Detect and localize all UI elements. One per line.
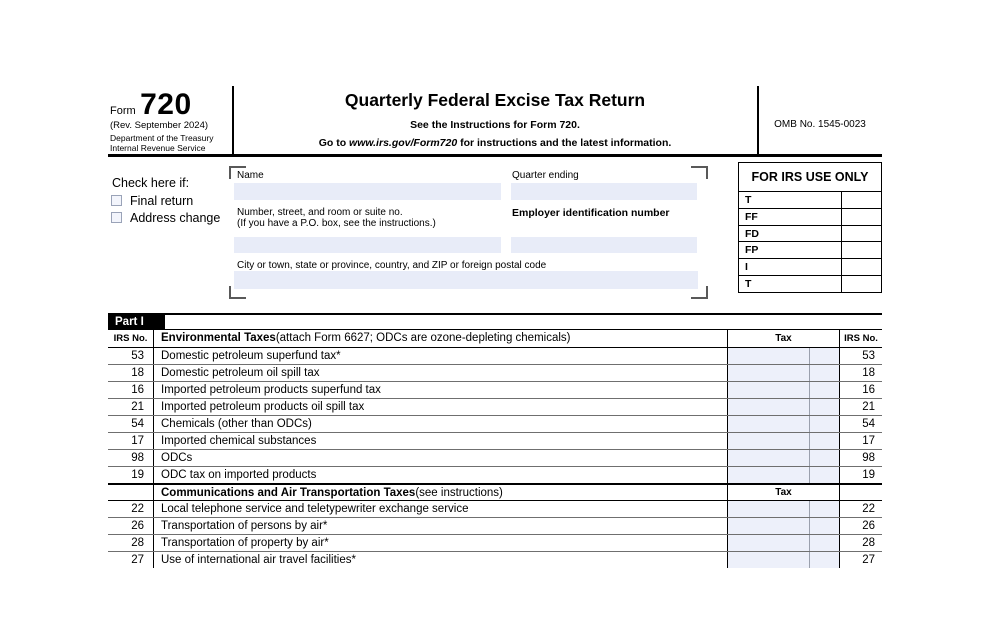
irs-no-right: 19 [862, 469, 875, 482]
row-description: Domestic petroleum oil spill tax [153, 365, 728, 381]
irs-use-row-value [842, 192, 881, 208]
tax-amount-cell[interactable] [728, 416, 840, 432]
comm-header-right-empty [840, 485, 882, 500]
city-label: City or town, state or province, country, and ZIP or foreign postal code [237, 260, 547, 271]
part1-tab: Part I [108, 315, 165, 329]
irs-no-right: 98 [862, 452, 875, 465]
irs-use-row [739, 241, 881, 258]
tax-amount-cell[interactable] [728, 433, 840, 449]
env-taxes-section-title [153, 330, 728, 347]
address-input[interactable] [234, 237, 501, 253]
table-row [108, 381, 882, 398]
table-row [108, 364, 882, 381]
table-row [108, 398, 882, 415]
row-description: Domestic petroleum superfund tax* [153, 348, 728, 364]
cents-divider [809, 501, 810, 517]
tax-amount-cell[interactable] [728, 518, 840, 534]
irs-no-left: 54 [131, 417, 144, 430]
col-header-irs-no-left: IRS No. [113, 332, 148, 344]
irs-use-row [739, 208, 881, 225]
irs-no-right: 22 [862, 502, 875, 515]
irs-use-row-label: FD [739, 226, 842, 242]
goto-url[interactable]: www.irs.gov/Form720 [349, 137, 458, 149]
form-word: Form [110, 105, 136, 117]
final-return-checkbox[interactable] [111, 195, 122, 206]
table-row [108, 517, 882, 534]
row-description: Imported chemical substances [153, 433, 728, 449]
row-description: Local telephone service and teletypewriter exchange service [153, 501, 728, 517]
cents-divider [809, 552, 810, 568]
env-taxes-rows [108, 347, 882, 484]
table-row [108, 534, 882, 551]
irs-use-row-value [842, 276, 881, 292]
tax-amount-cell[interactable] [728, 450, 840, 466]
agency-line2: Internal Revenue Service [110, 143, 206, 153]
irs-use-row [739, 225, 881, 242]
omb-number: OMB No. 1545-0023 [774, 119, 866, 130]
tax-amount-cell[interactable] [728, 501, 840, 517]
form-number-block [110, 88, 192, 122]
ein-input[interactable] [511, 237, 697, 253]
irs-use-row [739, 275, 881, 292]
quarter-ending-input[interactable] [511, 183, 697, 200]
table-row [108, 347, 882, 364]
table-row [108, 500, 882, 517]
comm-taxes-section-title [153, 485, 728, 500]
address-change-label: Address change [130, 211, 221, 225]
cents-divider [809, 399, 810, 415]
irs-no-right: 26 [862, 519, 875, 532]
address-label-line1: Number, street, and room or suite no. [237, 207, 403, 218]
irs-no-left: 98 [131, 452, 144, 465]
cents-divider [809, 382, 810, 398]
row-description: ODCs [153, 450, 728, 466]
col-header-irs-no-right: IRS No. [844, 332, 878, 344]
col-header-tax-2: Tax [728, 485, 840, 500]
irs-no-right: 17 [862, 435, 875, 448]
comm-taxes-title-rest: (see instructions) [415, 486, 503, 499]
address-change-checkbox[interactable] [111, 212, 122, 223]
irs-no-right: 18 [862, 366, 875, 379]
irs-no-left: 26 [131, 519, 144, 532]
comm-taxes-rows [108, 500, 882, 568]
irs-use-row-label: FP [739, 242, 842, 258]
irs-use-row [739, 258, 881, 275]
irs-no-right: 28 [862, 536, 875, 549]
irs-use-row-value [842, 226, 881, 242]
irs-use-row [739, 191, 881, 208]
comm-taxes-title-bold: Communications and Air Transportation Taxes [161, 486, 416, 499]
cents-divider [809, 365, 810, 381]
irs-no-left: 53 [131, 349, 144, 362]
irs-use-row-label: FF [739, 209, 842, 225]
irs-no-left: 28 [131, 536, 144, 549]
tax-amount-cell[interactable] [728, 365, 840, 381]
entity-bracket-top-right [691, 166, 708, 179]
form-title: Quarterly Federal Excise Tax Return [344, 90, 646, 110]
tax-amount-cell[interactable] [728, 552, 840, 568]
tax-amount-cell[interactable] [728, 348, 840, 364]
city-input[interactable] [234, 271, 698, 289]
col-header-tax: Tax [728, 330, 840, 347]
form-subtitle: See the Instructions for Form 720. [410, 119, 580, 131]
irs-no-left: 18 [131, 366, 144, 379]
irs-no-left: 21 [131, 400, 144, 413]
cents-divider [809, 416, 810, 432]
header-rule [108, 154, 882, 157]
irs-no-right: 27 [862, 554, 875, 567]
tax-amount-cell[interactable] [728, 467, 840, 483]
name-label: Name [237, 170, 264, 181]
cents-divider [809, 450, 810, 466]
table-row [108, 432, 882, 449]
irs-use-only-title: FOR IRS USE ONLY [751, 170, 869, 184]
irs-no-left: 22 [131, 502, 144, 515]
cents-divider [809, 467, 810, 483]
irs-use-only-rows [739, 191, 881, 292]
table-row [108, 415, 882, 432]
env-taxes-title-rest: (attach Form 6627; ODCs are ozone-depleting chemicals) [275, 332, 571, 345]
comm-header-irs-no-empty [108, 485, 153, 500]
irs-use-row-label: I [739, 259, 842, 275]
row-description: ODC tax on imported products [153, 467, 728, 483]
agency-line1: Department of the Treasury [110, 133, 214, 143]
form-goto-line [233, 137, 757, 149]
cents-divider [809, 433, 810, 449]
row-description: Use of international air travel facilities* [153, 552, 728, 568]
cents-divider [809, 535, 810, 551]
env-taxes-header-row [108, 330, 882, 347]
form-number: 720 [140, 88, 192, 121]
row-description: Imported petroleum products superfund tax [153, 382, 728, 398]
tax-amount-cell[interactable] [728, 535, 840, 551]
part1-table [108, 313, 882, 568]
table-row [108, 449, 882, 466]
irs-no-right: 53 [862, 349, 875, 362]
table-row [108, 551, 882, 568]
address-label-line2: (If you have a P.O. box, see the instructions.) [237, 218, 436, 229]
cents-divider [809, 518, 810, 534]
tax-amount-cell[interactable] [728, 399, 840, 415]
env-taxes-title-bold: Environmental Taxes [161, 332, 276, 345]
irs-use-row-value [842, 209, 881, 225]
quarter-ending-label: Quarter ending [512, 170, 579, 181]
irs-use-row-value [842, 242, 881, 258]
tax-amount-cell[interactable] [728, 382, 840, 398]
irs-no-right: 16 [862, 383, 875, 396]
irs-no-left: 17 [131, 435, 144, 448]
goto-prefix: Go to [318, 137, 350, 149]
final-return-label: Final return [130, 194, 194, 208]
table-row [108, 466, 882, 483]
irs-use-row-value [842, 259, 881, 275]
irs-use-row-label: T [739, 192, 842, 208]
check-here-legend: Check here if: [112, 176, 190, 190]
part1-band [108, 313, 882, 330]
row-description: Transportation of property by air* [153, 535, 728, 551]
row-description: Imported petroleum products oil spill tax [153, 399, 728, 415]
irs-no-right: 21 [862, 400, 875, 413]
goto-suffix: for instructions and the latest information. [457, 137, 672, 149]
cents-divider [809, 348, 810, 364]
irs-no-left: 16 [131, 383, 144, 396]
comm-taxes-header-row [108, 483, 882, 500]
irs-use-only-box [738, 162, 882, 293]
irs-no-right: 54 [862, 417, 875, 430]
form-revision: (Rev. September 2024) [110, 120, 209, 131]
irs-use-row-label: T [739, 276, 842, 292]
irs-no-left: 27 [131, 554, 144, 567]
row-description: Chemicals (other than ODCs) [153, 416, 728, 432]
row-description: Transportation of persons by air* [153, 518, 728, 534]
irs-no-left: 19 [131, 469, 144, 482]
name-input[interactable] [234, 183, 501, 200]
ein-label: Employer identification number [512, 207, 670, 219]
